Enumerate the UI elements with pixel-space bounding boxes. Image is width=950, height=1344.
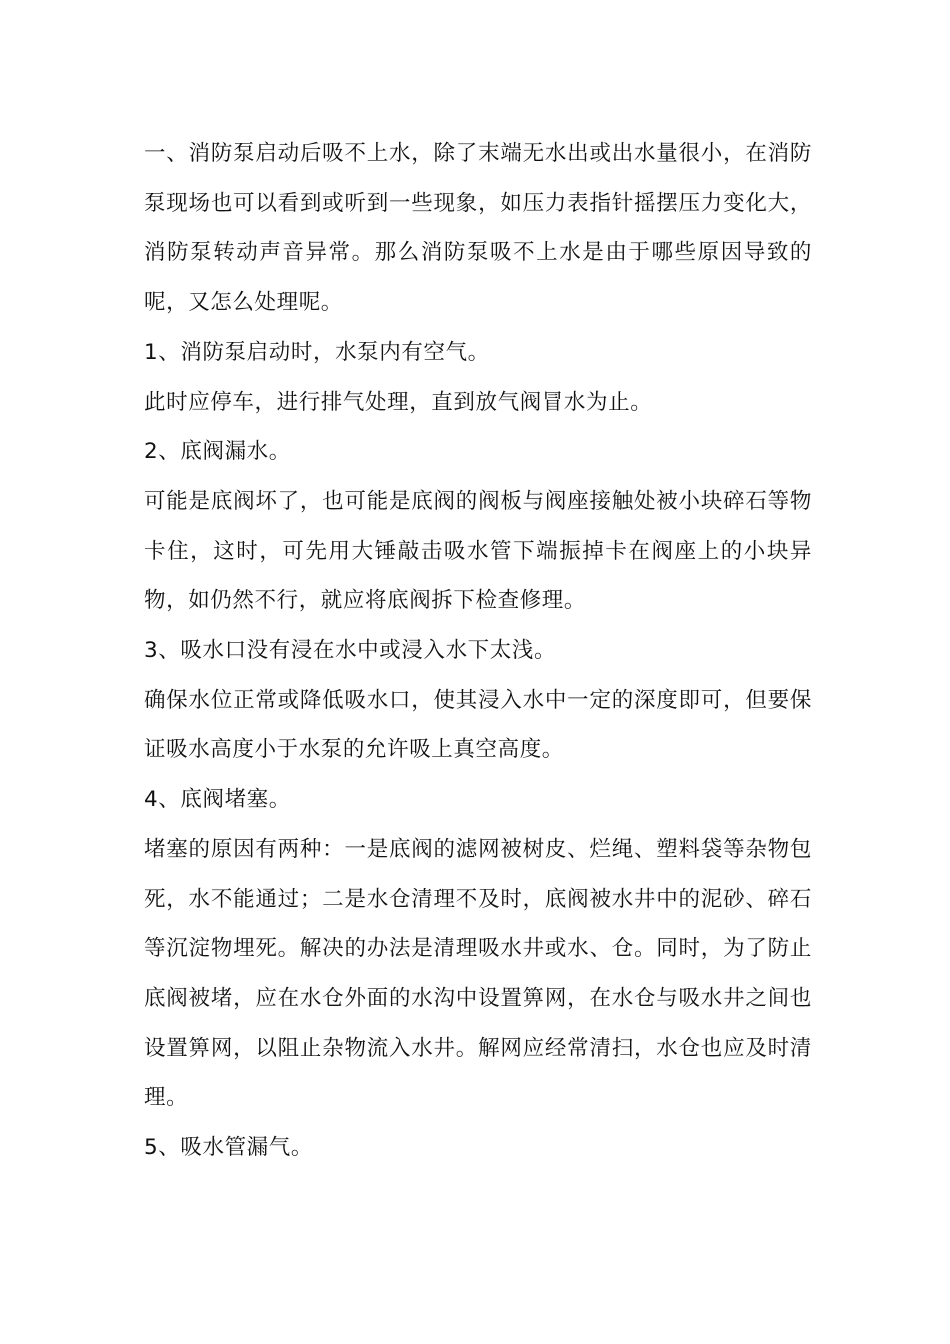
cause-4-heading: 4、底阀堵塞。	[144, 787, 291, 813]
cause-4-solution: 堵塞的原因有两种：一是底阀的滤网被树皮、烂绳、塑料袋等杂物包死，水不能通过；二是水仓清理不及时，底阀被水井中的泥砂、碎石等沉淀物埋死。解决的办法是清理吸水井或水、仓。同时，为了防止底阀被堵，应在水仓外面的水沟中设置箅网，在水仓与吸水井之间也设置箅网，以阻止杂物流入水井。解网应经常清扫，水仓也应及时清理。	[144, 836, 812, 1111]
cause-1-solution: 此时应停车，进行排气处理，直到放气阀冒水为止。	[144, 389, 653, 415]
cause-2-solution: 可能是底阀坏了，也可能是底阀的阀板与阀座接触处被小块碎石等物卡住，这时，可先用大锤敲击吸水管下端振掉卡在阀座上的小块异物，如仍然不行，就应将底阀拆下检查修理。	[144, 488, 812, 614]
cause-5-heading: 5、吸水管漏气。	[144, 1135, 313, 1161]
cause-2-heading: 2、底阀漏水。	[144, 439, 291, 465]
cause-1-heading: 1、消防泵启动时，水泵内有空气。	[144, 339, 490, 365]
cause-3-solution: 确保水位正常或降低吸水口，使其浸入水中一定的深度即可，但要保证吸水高度小于水泵的允许吸上真空高度。	[144, 687, 812, 763]
intro-paragraph: 一、消防泵启动后吸不上水，除了末端无水出或出水量很小，在消防泵现场也可以看到或听到一些现象，如压力表指针摇摆压力变化大，消防泵转动声音异常。那么消防泵吸不上水是由于哪些原因导致的呢，又怎么处理呢。	[144, 141, 812, 316]
document-body	[144, 129, 812, 1173]
cause-3-heading: 3、吸水口没有浸在水中或浸入水下太浅。	[144, 638, 557, 664]
